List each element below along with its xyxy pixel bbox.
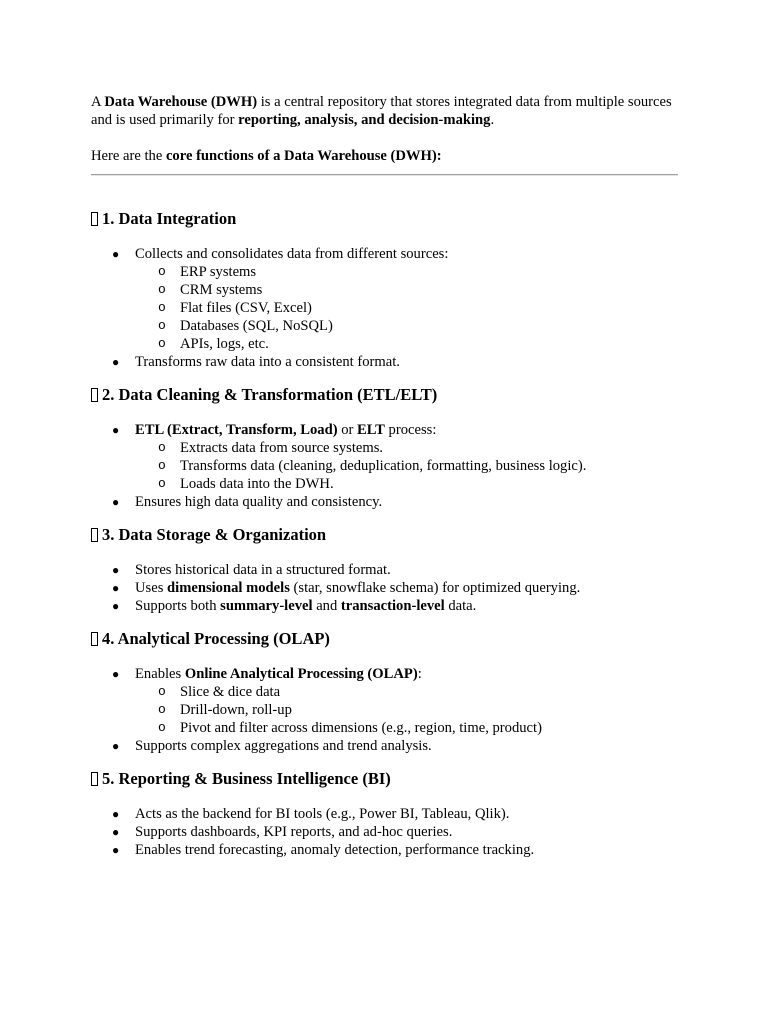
sub-list-item-text: Drill-down, roll-up (180, 702, 292, 718)
bullet-list (91, 421, 681, 511)
bullet-icon: ● (112, 423, 120, 437)
section-heading-reporting-bi (91, 768, 681, 790)
list-item-text: Supports dashboards, KPI reports, and ad-hoc queries. (135, 824, 453, 840)
hollow-bullet-icon: o (158, 440, 166, 455)
list-item-text: Supports both (135, 598, 221, 614)
list-item (91, 245, 681, 353)
list-item-bold: ETL (Extract, Transform, Load) (135, 422, 338, 438)
section-heading-data-storage (91, 524, 681, 546)
sub-list-item-text: Slice & dice data (180, 684, 281, 700)
intro-text: . (490, 112, 495, 128)
sub-list (135, 439, 681, 493)
bullet-icon: ● (112, 247, 120, 261)
list-item-text: or (337, 422, 358, 438)
bullet-icon: ● (112, 667, 120, 681)
intro-paragraph (91, 93, 681, 129)
list-item-text: Transforms raw data into a consistent format. (135, 354, 400, 370)
hollow-bullet-icon: o (158, 318, 166, 333)
hollow-bullet-icon: o (158, 336, 166, 351)
bullet-list (91, 805, 681, 859)
list-item (91, 597, 681, 615)
hollow-bullet-icon: o (158, 684, 166, 699)
missing-glyph-icon (91, 528, 98, 542)
list-item-bold: Online Analytical Processing (OLAP) (184, 666, 418, 682)
section-title: 3. Data Storage & Organization (102, 525, 327, 544)
sub-list-item-text: Extracts data from source systems. (180, 440, 384, 456)
section-heading-data-integration (91, 208, 681, 230)
hollow-bullet-icon: o (158, 300, 166, 315)
sub-list (135, 263, 681, 353)
sub-list-item-text: Flat files (CSV, Excel) (180, 300, 312, 316)
list-item-text: process: (384, 422, 437, 438)
hollow-bullet-icon: o (158, 702, 166, 717)
missing-glyph-icon (91, 632, 98, 646)
intro-text: is a central repository that stores integrated data from multiple sources and is used primarily for (91, 94, 672, 128)
bullet-list (91, 665, 681, 755)
list-item-text: data. (444, 598, 477, 614)
bullet-icon: ● (112, 843, 120, 857)
list-item-text: Uses (135, 580, 168, 596)
sub-list-item-text: Pivot and filter across dimensions (e.g., region, time, product) (180, 720, 542, 736)
sub-list-item-text: Loads data into the DWH. (180, 476, 334, 492)
sub-list-item (135, 701, 681, 719)
list-item-text: : (417, 666, 422, 682)
sub-list-item (135, 683, 681, 701)
sub-list-item-text: APIs, logs, etc. (180, 336, 269, 352)
section-title: 1. Data Integration (102, 209, 237, 228)
bullet-icon: ● (112, 563, 120, 577)
list-item-text: Supports complex aggregations and trend analysis. (135, 738, 432, 754)
sub-list-item (135, 281, 681, 299)
missing-glyph-icon (91, 772, 98, 786)
sub-list-item (135, 335, 681, 353)
lead-text: Here are the (91, 148, 166, 164)
sub-list-item (135, 457, 681, 475)
sub-list-item (135, 263, 681, 281)
list-item-text: Ensures high data quality and consistency. (135, 494, 383, 510)
sub-list-item-text: CRM systems (180, 282, 263, 298)
bullet-icon: ● (112, 739, 120, 753)
list-item-text: (star, snowflake schema) for optimized querying. (289, 580, 581, 596)
section-title: 4. Analytical Processing (OLAP) (102, 629, 330, 648)
bullet-icon: ● (112, 581, 120, 595)
sub-list-item-text: Transforms data (cleaning, deduplication, formatting, business logic). (180, 458, 587, 474)
hollow-bullet-icon: o (158, 476, 166, 491)
list-item-text: Acts as the backend for BI tools (e.g., Power BI, Tableau, Qlik). (135, 806, 510, 822)
list-item (91, 665, 681, 737)
list-item (91, 561, 681, 579)
sub-list-item-text: ERP systems (180, 264, 257, 280)
missing-glyph-icon (91, 388, 98, 402)
list-item-text: Collects and consolidates data from different sources: (135, 246, 449, 262)
section-heading-olap (91, 628, 681, 650)
section-title: 2. Data Cleaning & Transformation (ETL/ELT) (102, 385, 438, 404)
list-item-text: Enables trend forecasting, anomaly detection, performance tracking. (135, 842, 535, 858)
list-item-text: Enables (135, 666, 185, 682)
horizontal-divider (91, 174, 678, 176)
hollow-bullet-icon: o (158, 264, 166, 279)
list-item-bold: transaction-level (340, 598, 445, 614)
intro-bold-purpose: reporting, analysis, and decision-making (238, 112, 491, 128)
list-item (91, 737, 681, 755)
sub-list-item (135, 439, 681, 457)
document-page (91, 93, 681, 859)
sub-list (135, 683, 681, 737)
section-heading-data-cleaning (91, 384, 681, 406)
list-item-text: Stores historical data in a structured format. (135, 562, 391, 578)
bullet-icon: ● (112, 807, 120, 821)
list-item-text: and (312, 598, 341, 614)
hollow-bullet-icon: o (158, 282, 166, 297)
list-item-bold: ELT (357, 422, 385, 438)
sub-list-item (135, 299, 681, 317)
list-item (91, 841, 681, 859)
bullet-icon: ● (112, 495, 120, 509)
sub-list-item (135, 317, 681, 335)
sub-list-item (135, 719, 681, 737)
bullet-list (91, 245, 681, 371)
list-item (91, 805, 681, 823)
list-item (91, 493, 681, 511)
bullet-icon: ● (112, 825, 120, 839)
list-item (91, 579, 681, 597)
list-item-bold: dimensional models (167, 580, 290, 596)
bullet-icon: ● (112, 355, 120, 369)
list-item (91, 353, 681, 371)
section-title: 5. Reporting & Business Intelligence (BI) (102, 769, 391, 788)
lead-paragraph (91, 147, 681, 165)
bullet-icon: ● (112, 599, 120, 613)
intro-bold-dwh: Data Warehouse (DWH) (104, 94, 258, 110)
sub-list-item-text: Databases (SQL, NoSQL) (180, 318, 333, 334)
missing-glyph-icon (91, 212, 98, 226)
list-item (91, 823, 681, 841)
list-item (91, 421, 681, 493)
list-item-bold: summary-level (220, 598, 313, 614)
sub-list-item (135, 475, 681, 493)
intro-text: A (91, 94, 105, 110)
bullet-list (91, 561, 681, 615)
lead-bold: core functions of a Data Warehouse (DWH): (165, 148, 442, 164)
hollow-bullet-icon: o (158, 458, 166, 473)
hollow-bullet-icon: o (158, 720, 166, 735)
